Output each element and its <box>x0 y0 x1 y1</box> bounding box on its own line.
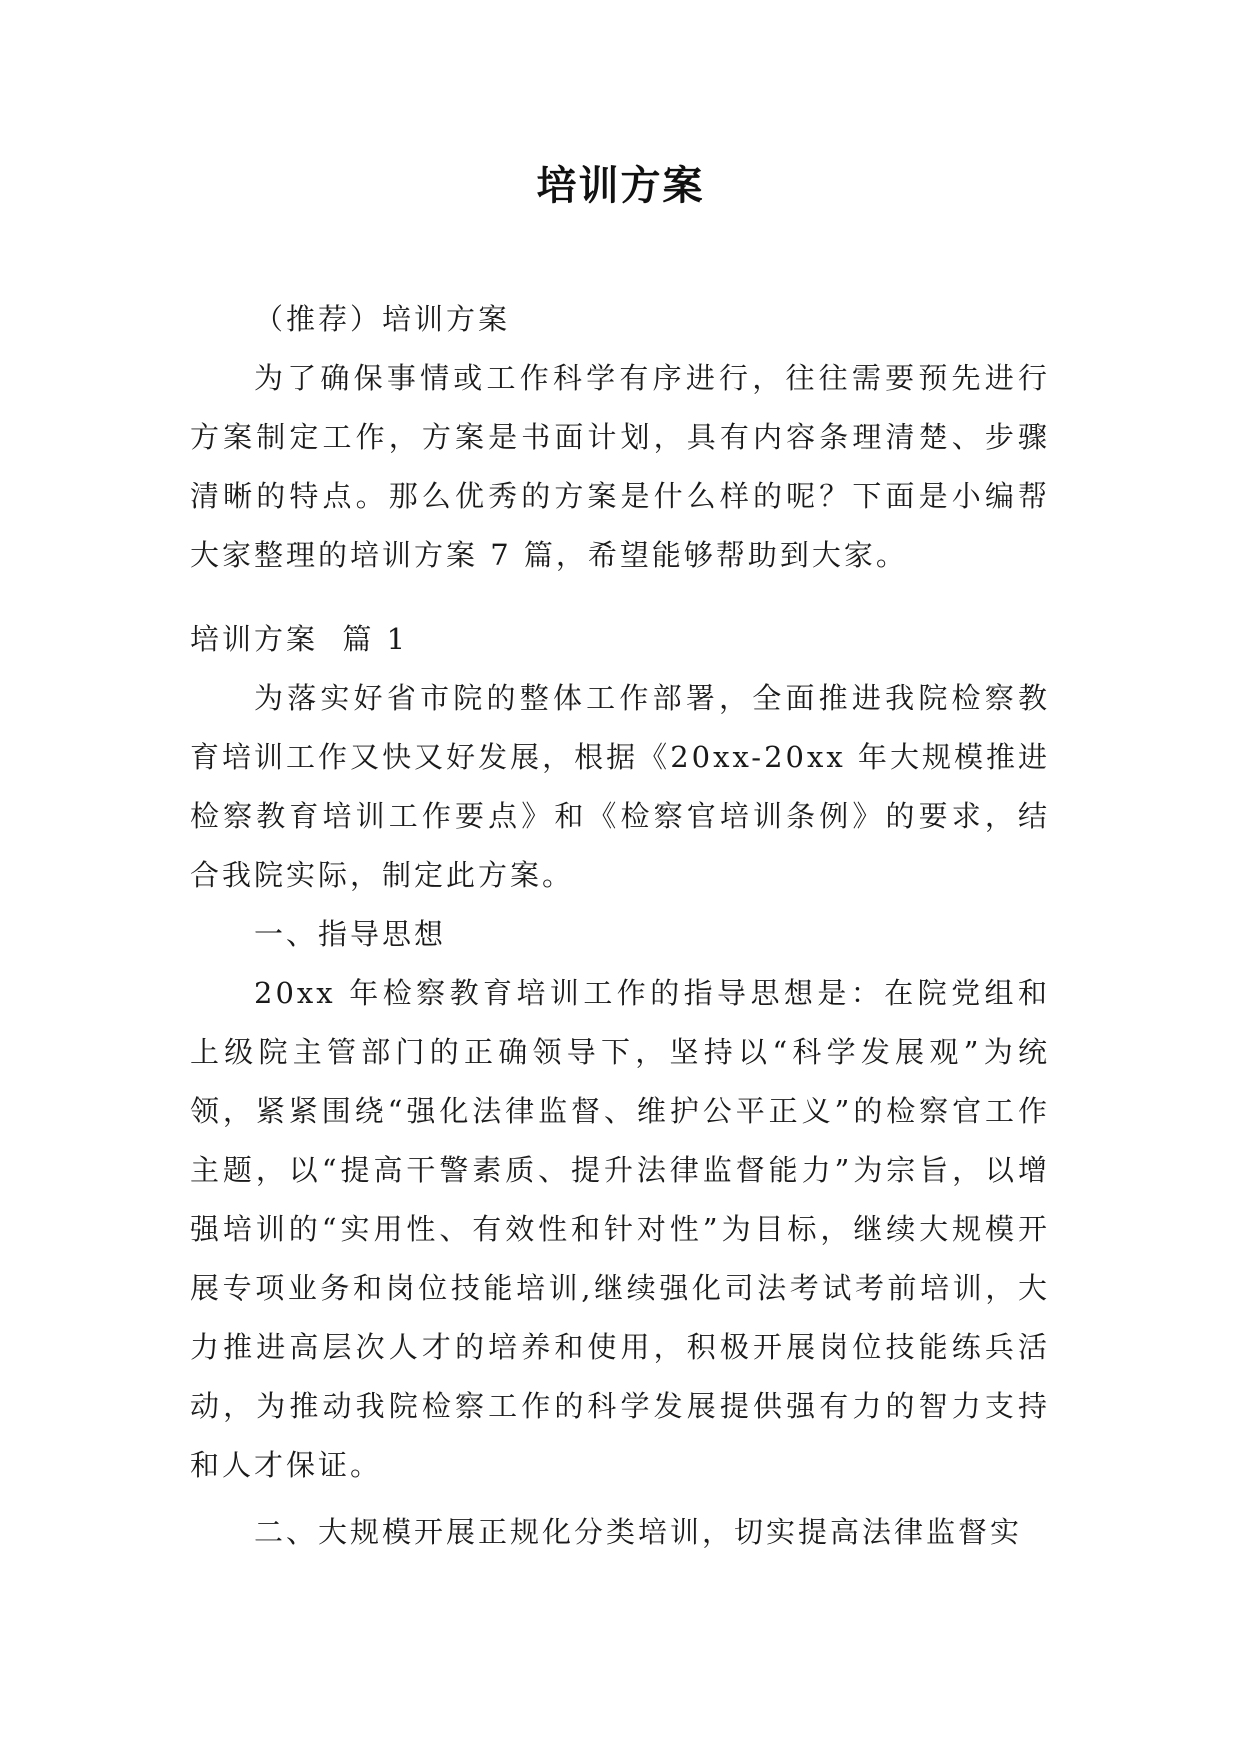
intro-paragraph: 为了确保事情或工作科学有序进行，往往需要预先进行方案制定工作，方案是书面计划，具有内容条理清楚、步骤清晰的特点。那么优秀的方案是什么样的呢？下面是小编帮大家整理的培训方案 7 篇，希望能够帮助到大家。 <box>190 361 1050 572</box>
intro-subtitle: （推荐）培训方案 <box>254 302 511 336</box>
training-section-heading: 二、大规模开展正规化分类培训，切实提高法律监督实 <box>254 1515 1023 1549</box>
section-1-heading: 培训方案 篇 1 <box>190 622 409 656</box>
intro-section <box>190 290 1050 585</box>
section-1-paragraph: 为落实好省市院的整体工作部署，全面推进我院检察教育培训工作又快又好发展，根据《20xx-20xx 年大规模推进检察教育培训工作要点》和《检察官培训条例》的要求，结合我院实际，制定此方案。 <box>190 681 1050 892</box>
document-title: 培训方案 <box>536 163 705 209</box>
guiding-ideology-heading: 一、指导思想 <box>254 917 447 951</box>
guiding-ideology-paragraph: 20xx 年检察教育培训工作的指导思想是：在院党组和上级院主管部门的正确领导下，坚持以“科学发展观”为统领，紧紧围绕“强化法律监督、维护公平正义”的检察官工作主题，以“提高干警素质、提升法律监督能力”为宗旨，以增强培训的“实用性、有效性和针对性”为目标，继续大规模开展专项业务和岗位技能培训,继续强化司法考试考前培训，大力推进高层次人才的培养和使用，积极开展岗位技能练兵活动，为推动我院检察工作的科学发展提供强有力的智力支持和人才保证。 <box>190 976 1050 1482</box>
section-1 <box>190 610 1050 1562</box>
